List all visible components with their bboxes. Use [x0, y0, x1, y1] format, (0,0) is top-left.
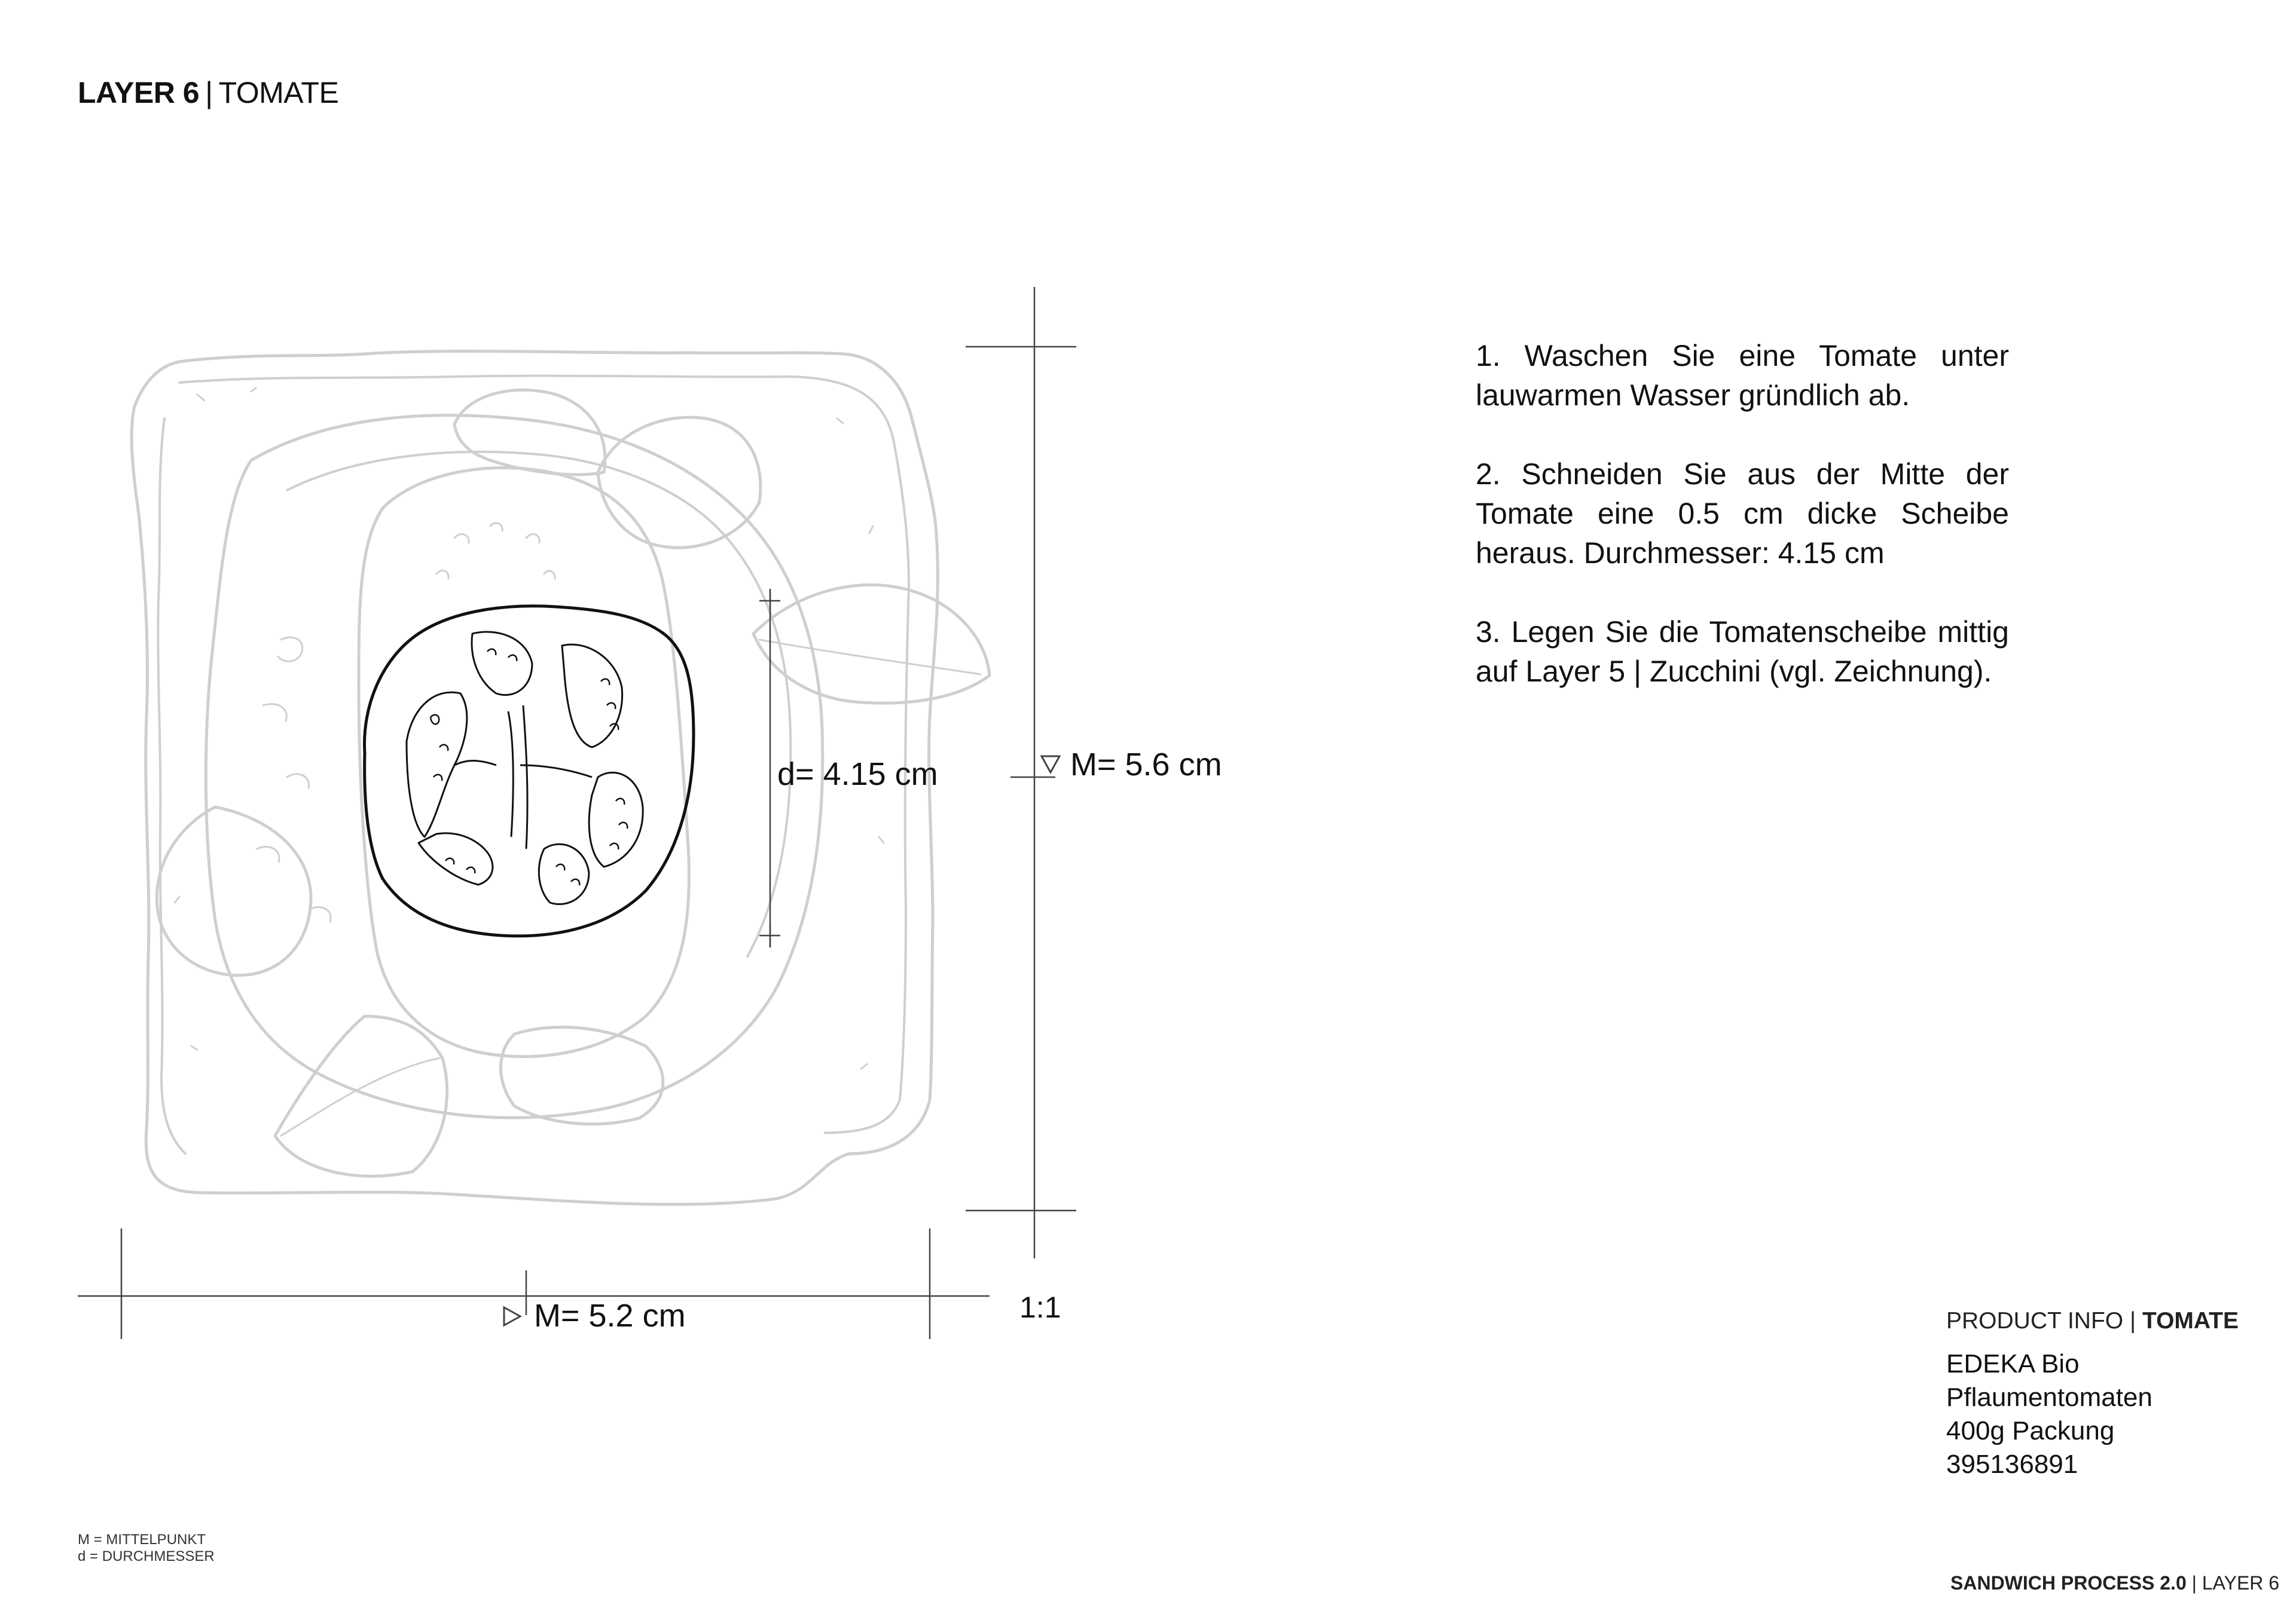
bread-crust-left: [158, 418, 185, 1154]
zucchini-slice: [206, 415, 822, 1118]
vertical-center-label: M= 5.6 cm: [1070, 747, 1222, 783]
basil-leaf-left: [157, 807, 311, 976]
texture-left: [257, 637, 331, 922]
product-number: 395136891: [1946, 1450, 2078, 1479]
horizontal-center-marker: [504, 1307, 520, 1325]
sandwich-drawing: [0, 0, 1256, 1375]
scale-label: 1:1: [1019, 1291, 1061, 1324]
instruction-step-3: 3. Legen Sie die Tomatenscheibe mittig auf Layer 5 | Zucchini (vgl. Zeichnung).: [1476, 615, 2009, 688]
diameter-label: d= 4.15 cm: [777, 756, 938, 792]
leaf-vein-bottom: [281, 1058, 439, 1136]
ingredient-name: TOMATE: [218, 76, 339, 109]
basil-leaf-bottom-right: [501, 1027, 663, 1124]
product-info-item: TOMATE: [2142, 1308, 2239, 1334]
bread-specks: [175, 388, 884, 1069]
product-info-prefix: PRODUCT INFO: [1946, 1308, 2124, 1334]
basil-leaf-bottom: [275, 1016, 447, 1176]
vegetable-oval: [359, 468, 689, 1057]
tomato-locules: [407, 632, 643, 904]
footer-separator: |: [2191, 1572, 2197, 1594]
legend-d: d = DURCHMESSER: [78, 1548, 215, 1564]
vertical-center-marker: [1042, 756, 1060, 772]
seed-marks-top: [436, 523, 555, 579]
instruction-step-1: 1. Waschen Sie eine Tomate unter lauwarmen Wasser gründlich ab.: [1476, 339, 2009, 412]
abbreviation-legend: [78, 1532, 215, 1565]
instructions-list: [1476, 336, 2009, 730]
dimension-lines: [78, 287, 1076, 1339]
product-brand: EDEKA Bio: [1946, 1349, 2080, 1379]
product-package: 400g Packung: [1946, 1416, 2115, 1445]
product-info: [1946, 1308, 2239, 1481]
product-name: Pflaumentomaten: [1946, 1383, 2152, 1412]
header-separator: |: [205, 76, 213, 109]
product-info-separator: |: [2129, 1308, 2136, 1334]
legend-m: M = MITTELPUNKT: [78, 1532, 206, 1548]
footer-layer: LAYER 6: [2202, 1572, 2280, 1594]
horizontal-center-label: M= 5.2 cm: [534, 1298, 686, 1334]
layer-label: LAYER 6: [78, 76, 200, 109]
page-footer: [1950, 1572, 2279, 1594]
footer-project: SANDWICH PROCESS 2.0: [1950, 1572, 2187, 1594]
tomato-seeds: [430, 649, 627, 885]
instruction-step-2: 2. Schneiden Sie aus der Mitte der Tomate eine 0.5 cm dicke Scheibe heraus. Durchmesser: 4.15 cm: [1476, 457, 2009, 570]
leaf-vein-right: [759, 640, 981, 674]
product-info-title: [1946, 1308, 2239, 1334]
basil-leaf-top-right: [598, 417, 761, 548]
